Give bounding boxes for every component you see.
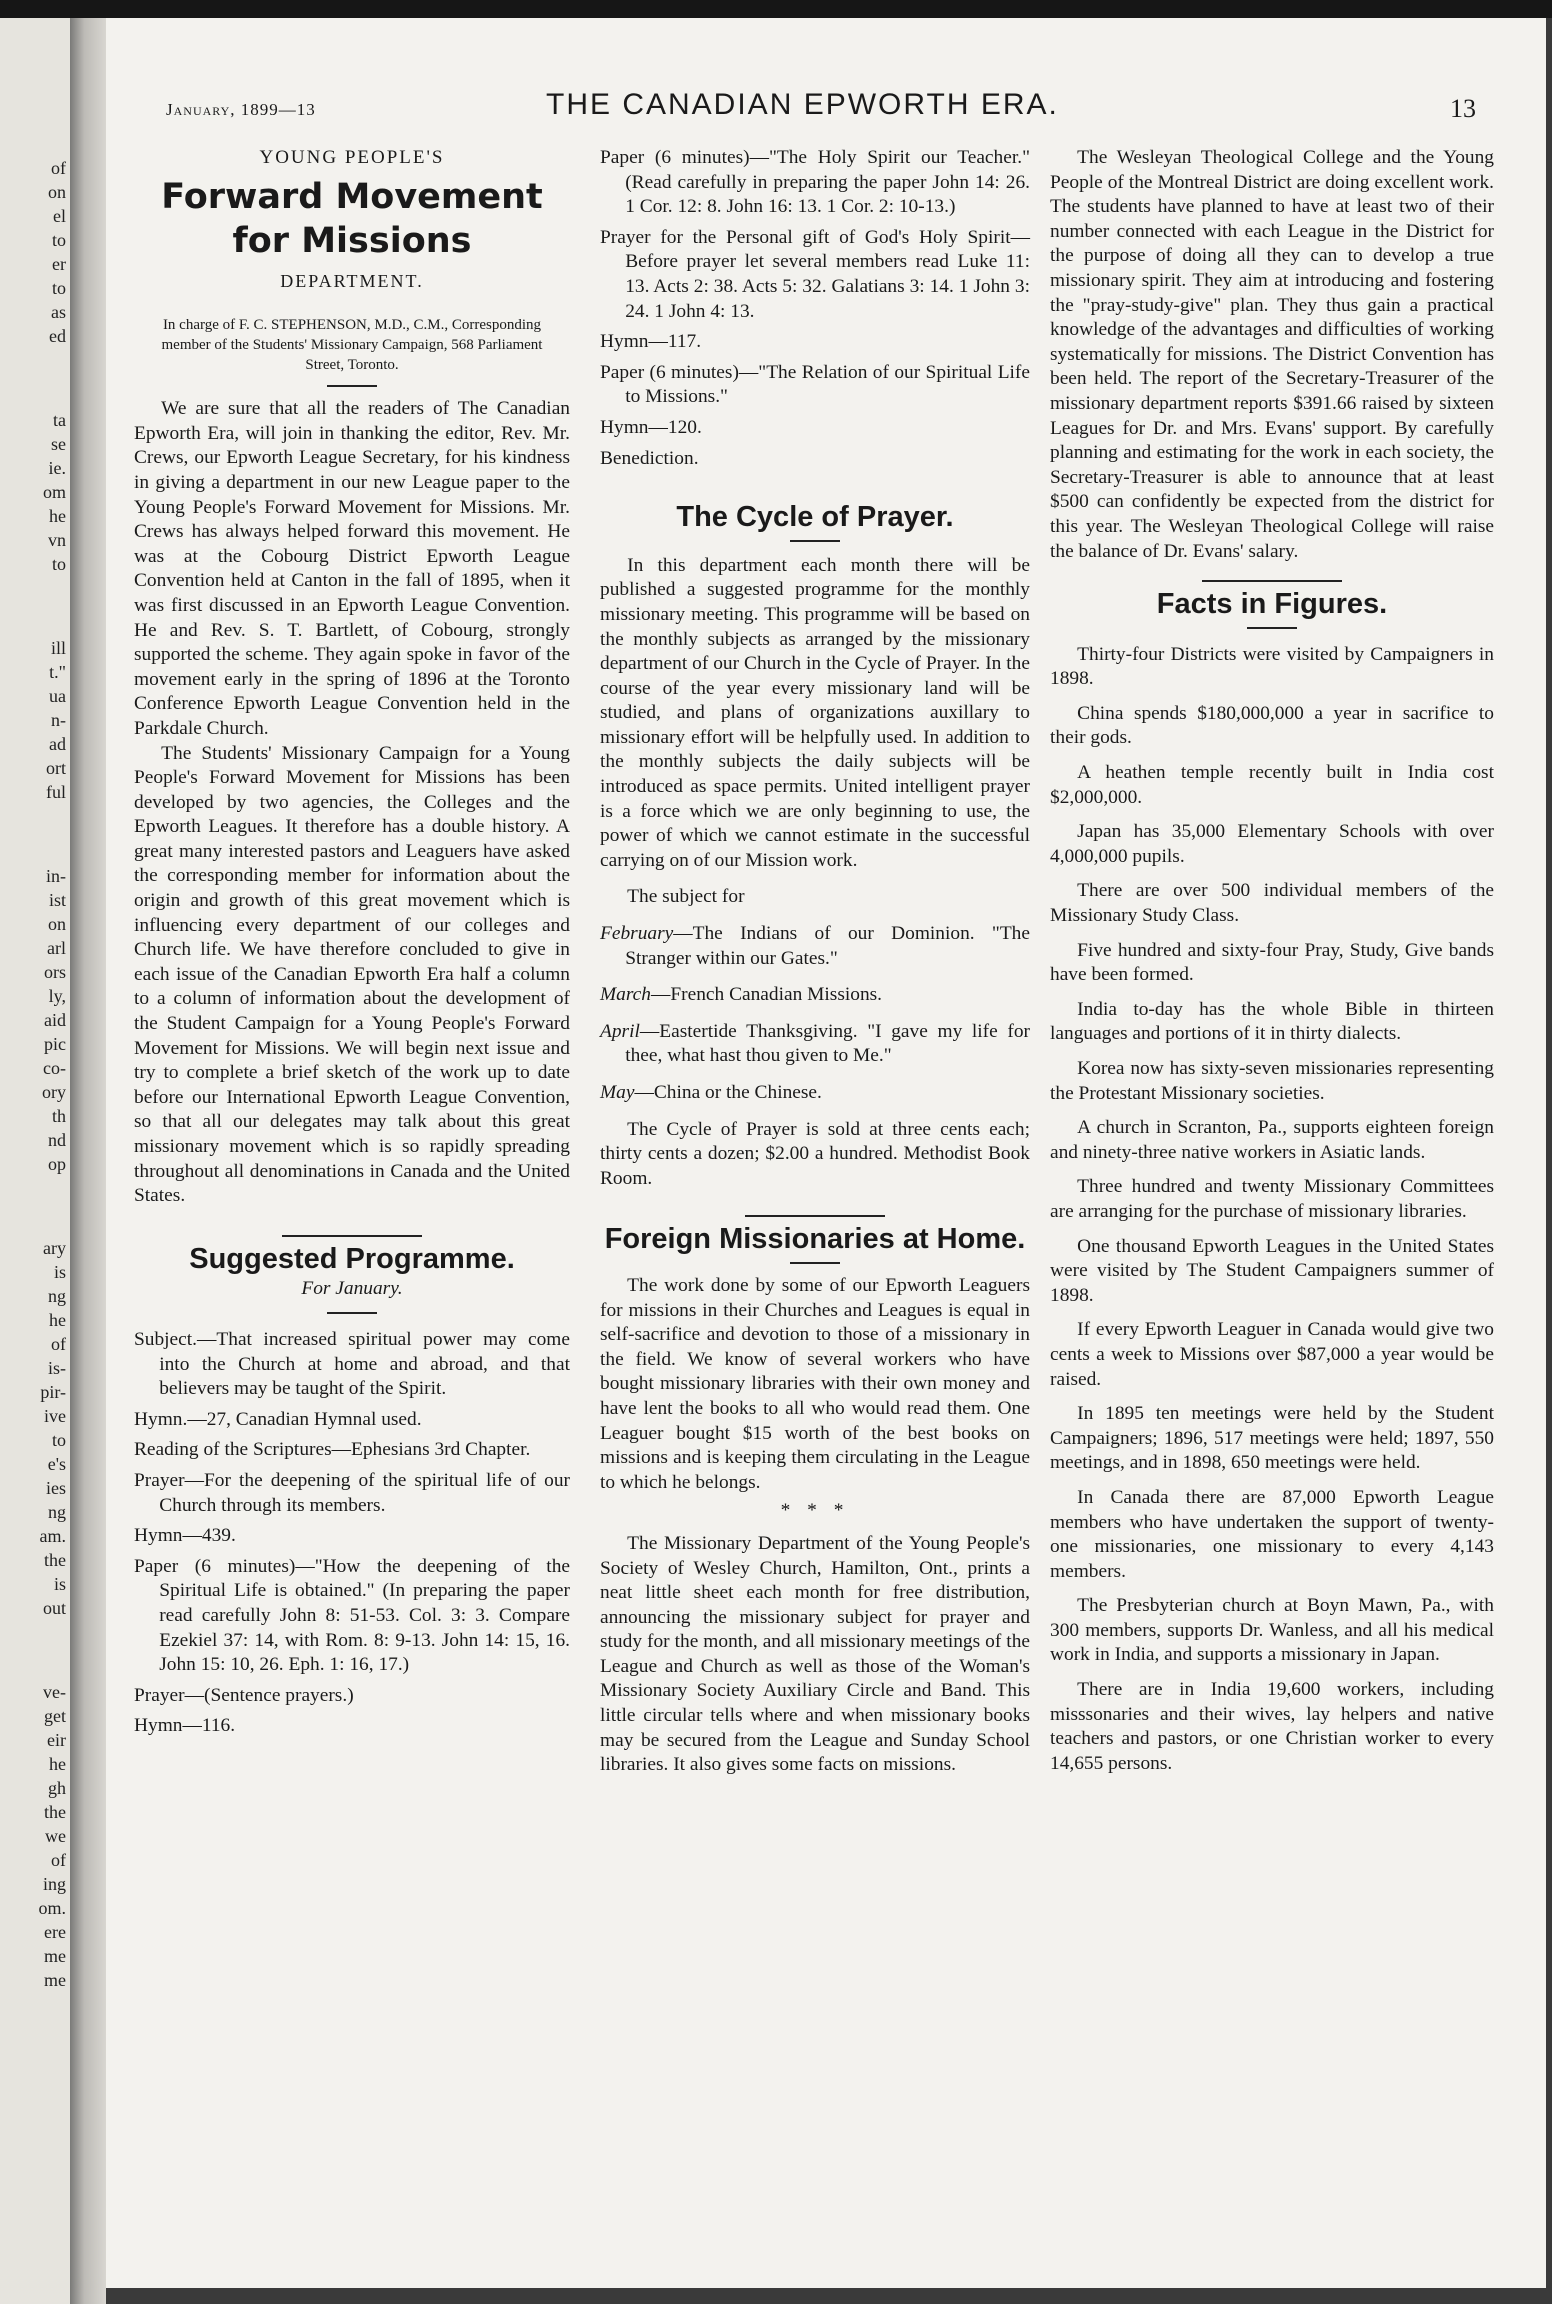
left-page-fragment: in-: [46, 866, 66, 886]
foreign-paragraph-2: The Missionary Department of the Young People's Society of Wesley Church, Hamilton, Ont., prints a neat little sheet each month for free distribution, announcing the missionary subject for prayer and study for the month, and all missionary meetings of the League and Church as well as those of the Woman's Missionary Society Auxiliary Circle and Band. This little circular tells where and when missionary books may be secured from the League and Sunday School libraries. It also gives some facts on missions.: [600, 1532, 1030, 1776]
left-page-fragment: ort: [46, 758, 66, 778]
left-page-fragment: ing: [42, 1874, 66, 1894]
fact-item: Three hundred and twenty Missionary Committees are arranging for the purchase of missionary libraries.: [1050, 1176, 1494, 1222]
left-page-fragment: ng: [48, 1286, 66, 1306]
newspaper-page: [106, 18, 1546, 2288]
left-page-fragment: el: [53, 206, 66, 226]
cycle-month-name: April: [600, 1020, 640, 1042]
left-page-fragment: pir-: [40, 1382, 66, 1402]
programme-item: Paper (6 minutes)—"How the deepening of the Spiritual Life is obtained." (In preparing the paper read carefully John 8: 51-53. Col. 3: 3. Compare Ezekiel 37: 14, with Rom. 8: 9-13. John 14: 15, 16. John 15: 10, 26. Eph. 1: 16, 17.): [134, 1555, 570, 1676]
programme-item: Prayer—For the deepening of the spiritual life of our Church through its members.: [134, 1469, 570, 1516]
left-page-fragment: ad: [49, 734, 66, 754]
left-page-fragment: t.": [49, 662, 66, 682]
left-page-fragment: eir: [47, 1730, 66, 1750]
cycle-month-name: May: [600, 1082, 635, 1103]
left-page-fragment: er: [52, 254, 66, 274]
left-page-fragment: to: [51, 1430, 66, 1450]
fact-item: India to-day has the whole Bible in thirteen languages and portions of it in thirty dialects.: [1050, 998, 1494, 1045]
left-page-fragment: om.: [38, 1898, 66, 1918]
cycle-title: The Cycle of Prayer.: [676, 501, 954, 534]
left-page-fragment: me: [44, 1946, 66, 1966]
programme-item: Hymn—117.: [600, 331, 702, 353]
divider: [327, 385, 377, 387]
left-page-fragment: ua: [49, 686, 66, 706]
divider: [790, 1262, 840, 1264]
fact-item: A heathen temple recently built in India cost $2,000,000.: [1050, 762, 1494, 808]
foreign-title: Foreign Missionaries at Home.: [604, 1223, 1026, 1256]
left-page-fragment: gh: [48, 1778, 66, 1798]
left-page-fragment: am.: [39, 1526, 66, 1546]
dept-title: Forward Movement for Missions: [161, 176, 543, 261]
left-page-fragment: on: [48, 182, 66, 202]
programme-item: Hymn—439.: [134, 1525, 236, 1547]
left-page-fragment: he: [49, 1310, 66, 1330]
left-page-fragment: th: [51, 1106, 66, 1126]
left-page-fragment: co-: [43, 1058, 66, 1078]
left-page-fragment: ie.: [48, 458, 66, 478]
fact-item: If every Epworth Leaguer in Canada would give two cents a week to Missions over $87,000 a year would be raised.: [1050, 1319, 1494, 1390]
left-page-fragment: to: [51, 278, 66, 298]
left-page-fragment: ory: [42, 1082, 66, 1102]
left-page-fragment: se: [51, 434, 66, 454]
cycle-month-name: February: [600, 923, 674, 945]
cycle-month-text: —The Indians of our Dominion. "The Stranger within our Gates.": [625, 923, 1030, 969]
programme-item: Prayer—(Sentence prayers.): [134, 1684, 354, 1706]
left-page-fragment: ies: [46, 1478, 66, 1498]
programme-item: Reading of the Scriptures—Ephesians 3rd Chapter.: [134, 1439, 531, 1461]
facts-title: Facts in Figures.: [1156, 588, 1388, 621]
programme-item: Paper (6 minutes)—"The Holy Spirit our Teacher." (Read carefully in preparing the paper John 14: 26. 1 Cor. 12: 8. John 16: 13. 1 Cor. 2: 10-13.): [600, 147, 1030, 218]
left-page-fragment: om: [42, 482, 66, 502]
divider: [790, 540, 840, 542]
left-page-fragment: of: [51, 158, 66, 178]
left-page-fragment: ed: [49, 326, 66, 346]
cycle-month: [600, 1081, 1030, 1106]
fact-item: Five hundred and sixty-four Pray, Study, Give bands have been formed.: [1050, 939, 1494, 986]
dept-kicker: YOUNG PEOPLE'S: [259, 147, 445, 168]
left-page-fragment: ly,: [48, 986, 66, 1006]
cycle-month: [600, 1020, 1030, 1069]
cycle-month: [600, 983, 1030, 1008]
column-middle: [600, 146, 1030, 1778]
left-page-fragment: ta: [53, 410, 66, 430]
left-page-fragment: is: [53, 1262, 66, 1282]
programme-item: Prayer for the Personal gift of God's Holy Spirit—Before prayer let several members read Luke 11: 13. Acts 2: 38. Acts 5: 32. Galatians 3: 14. 1 John 3: 24. 1 John 4: 13.: [600, 226, 1030, 322]
left-page-fragment: ors: [44, 962, 66, 982]
column-left: [134, 146, 570, 1745]
left-page-fragment: aid: [44, 1010, 66, 1030]
left-page-fragment: ful: [46, 782, 66, 802]
left-page-fragment: arl: [47, 938, 66, 958]
page-number: 13: [1450, 94, 1476, 123]
fact-item: Korea now has sixty-seven missionaries representing the Protestant Missionary societies.: [1050, 1058, 1494, 1104]
left-page-fragment: ary: [43, 1238, 66, 1258]
left-page-fragment: he: [49, 1754, 66, 1774]
left-page-fragment: op: [48, 1154, 66, 1174]
section-stars: * * *: [780, 1500, 850, 1522]
left-page-fragment: pic: [44, 1034, 66, 1054]
left-page-fragment: e's: [47, 1454, 66, 1474]
left-page-fragment: is-: [48, 1358, 66, 1378]
left-page-fragment: the: [44, 1550, 66, 1570]
left-page-fragment: vn: [48, 530, 66, 550]
left-page-fragment: n-: [51, 710, 66, 730]
fact-item: Japan has 35,000 Elementary Schools with over 4,000,000 pupils.: [1050, 821, 1494, 867]
fact-item: A church in Scranton, Pa., supports eighteen foreign and ninety-three native workers in Asiatic lands.: [1050, 1117, 1494, 1163]
running-title: THE CANADIAN EPWORTH ERA.: [546, 88, 1059, 121]
dept-paragraph-1: We are sure that all the readers of The Canadian Epworth Era, will join in thanking the editor, Rev. Mr. Crews, our Epworth League Secretary, for his kindness in giving a department in our new League paper to the Young People's Forward Movement for Missions. Mr. Crews has always helped forward this movement. He was at the Cobourg District Epworth League Convention held at Canton in the fall of 1895, when it was first discussed in an Epworth League Convention. He and Rev. S. T. Bartlett, of Cobourg, strongly supported the scheme. They again spoke in favor of the movement early in the spring of 1896 at the Toronto Conference Epworth League Convention held in the Parkdale Church.: [134, 398, 570, 739]
programme-subtitle: For January.: [301, 1278, 403, 1300]
column-right: [1050, 146, 1494, 1786]
divider: [282, 1235, 422, 1237]
fact-item: The Presbyterian church at Boyn Mawn, Pa., with 300 members, supports Dr. Wanless, and all his medical work in India, and supports a missionary in Japan.: [1050, 1595, 1494, 1666]
cycle-subject-for: The subject for: [627, 886, 745, 908]
cycle-month-text: —China or the Chinese.: [634, 1082, 822, 1103]
dept-charge: In charge of F. C. STEPHENSON, M.D., C.M., Corresponding member of the Students' Missionary Campaign, 568 Parliament Street, Toronto.: [161, 317, 543, 374]
wesleyan-paragraph: The Wesleyan Theological College and the Young People of the Montreal District are doing excellent work. The students have planned to have at least two of their number connected with each League in the District for the purpose of doing all they can to develop a true missionary spirit. They aim at introducing and fostering the "pray-study-give" plan. They thus gain a practical knowledge of the advantages and difficulties of working systematically for missions. The District Convention has been held. The report of the Secretary-Treasurer of the missionary department reports $391.66 raised by sixteen Leagues for Dr. and Mrs. Evans' support. By carefully planning and estimating for the work in each society, the Secretary-Treasurer is able to announce that at least $500 can confidently be expected from the district for this year. The Wesleyan Theological College will raise the balance of Dr. Evans' salary.: [1050, 147, 1494, 562]
left-page-fragment: me: [44, 1970, 66, 1990]
left-page-fragment: ng: [48, 1502, 66, 1522]
fact-item: In 1895 ten meetings were held by the Student Campaigners; 1896, 517 meetings were held; 1897, 550 meetings, and in 1898, 650 meetings were held.: [1050, 1403, 1494, 1474]
cycle-month-text: —Eastertide Thanksgiving. "I gave my life for thee, what hast thou given to Me.": [625, 1020, 1030, 1067]
programme-list: [134, 1328, 570, 1739]
divider: [327, 1312, 377, 1314]
fact-item: There are in India 19,600 workers, including misssonaries and their wives, lay helpers and native teachers and pastors, or one Christian worker to every 14,655 persons.: [1050, 1679, 1494, 1774]
foreign-paragraph-1: The work done by some of our Epworth Leaguers for missions in their Churches and Leagues is equal in self-sacrifice and devotion to those of a missionary in the field. We know of several workers who have bought missionary libraries with their own money and have lent the books to all who would read them. One Leaguer bought $15 worth of the best books on missions and is keeping them circulating in the League to which he belongs.: [600, 1274, 1030, 1493]
left-page-fragment: ve-: [43, 1682, 66, 1702]
left-page-fragment: get: [44, 1706, 66, 1726]
fact-item: Thirty-four Districts were visited by Campaigners in 1898.: [1050, 643, 1494, 690]
left-page-fragment: is: [53, 1574, 66, 1594]
programme-title: Suggested Programme.: [189, 1242, 515, 1275]
fact-item: There are over 500 individual members of the Missionary Study Class.: [1050, 880, 1494, 927]
left-page-fragment: to: [51, 230, 66, 250]
left-page-fragment: he: [49, 506, 66, 526]
cycle-paragraph-2: The Cycle of Prayer is sold at three cents each; thirty cents a dozen; $2.00 a hundred. Methodist Book Room.: [600, 1118, 1030, 1189]
cycle-month-text: —French Canadian Missions.: [650, 984, 883, 1006]
cycle-month-name: March: [600, 984, 651, 1006]
left-page-fragment: of: [51, 1334, 66, 1354]
programme-item: Subject.—That increased spiritual power may come into the Church at home and abroad, and that believers may be taught of the Spirit.: [134, 1328, 570, 1400]
fact-item: One thousand Epworth Leagues in the United States were visited by The Student Campaigners summer of 1898.: [1050, 1235, 1494, 1306]
left-page-fragment: ere: [44, 1922, 66, 1942]
book-spine: [70, 18, 106, 2304]
left-page-fragment: the: [44, 1802, 66, 1822]
fact-item: China spends $180,000,000 a year in sacrifice to their gods.: [1050, 702, 1494, 749]
left-page-fragment: ist: [48, 890, 66, 910]
left-page-fragment: as: [51, 302, 66, 322]
cycle-paragraph-1: In this department each month there will be published a suggested programme for the monthly missionary meeting. This programme will be based on the monthly subjects as arranged by the missionary department of our Church in the Cycle of Prayer. In the course of the year every missionary land will be studied, and plans of organizations auxillary to missionary effort will be helpfully used. In addition to the monthly subjects the daily subjects will be introduced as space permits. United intelligent prayer is a force which we are only beginning to use, the power of which we cannot estimate in the successful carrying on of our Mission work.: [600, 554, 1030, 871]
cycle-month: [600, 922, 1030, 971]
left-page-fragment: on: [48, 914, 66, 934]
left-page-fragment: to: [51, 554, 66, 574]
left-page-fragment: of: [51, 1850, 66, 1870]
programme-item: Paper (6 minutes)—"The Relation of our Spiritual Life to Missions.": [600, 361, 1030, 408]
programme-item: Benediction.: [600, 447, 699, 469]
facts-list: [1050, 643, 1494, 1777]
left-page-fragment: ill: [50, 638, 66, 658]
programme-item: Hymn—120.: [600, 416, 702, 438]
dept-paragraph-2: The Students' Missionary Campaign for a Young People's Forward Movement for Missions has been developed by two agencies, the Colleges and the Epworth Leagues. It therefore has a double history. A great many interested pastors and Leaguers have asked the corresponding member for information about the origin and growth of this great movement which is influencing every department of our colleges and Church life. We have therefore concluded to give in each issue of the Canadian Epworth Era half a column to a column of information about the development of the Student Campaign for a Young People's Forward Movement for Missions. We will begin next issue and try to complete a brief sketch of the work up to date before our International Epworth League Convention, so that all our delegates may talk about this great missionary movement which is so rapidly spreading throughout all denominations in Canada and the United States.: [134, 742, 570, 1207]
top-dark-bar: [0, 0, 1552, 18]
left-page-fragment: we: [45, 1826, 66, 1846]
left-page-fragment: nd: [48, 1130, 66, 1150]
adjacent-page-edge: [0, 18, 70, 2304]
divider: [745, 1215, 885, 1217]
running-head: [106, 88, 1546, 128]
programme-list-continued: [600, 146, 1030, 471]
fact-item: In Canada there are 87,000 Epworth League members who have undertaken the support of twenty-one missionaries, one missionary to every 4,143 members.: [1050, 1486, 1494, 1582]
left-page-fragment: ive: [44, 1406, 66, 1426]
dept-subtitle: DEPARTMENT.: [280, 270, 424, 291]
left-page-fragment: out: [42, 1598, 66, 1618]
running-date: January, 1899—13: [166, 100, 316, 119]
divider: [1247, 627, 1297, 629]
programme-item: Hymn—116.: [134, 1715, 236, 1737]
programme-item: Hymn.—27, Canadian Hymnal used.: [134, 1408, 422, 1430]
divider: [1202, 580, 1342, 582]
